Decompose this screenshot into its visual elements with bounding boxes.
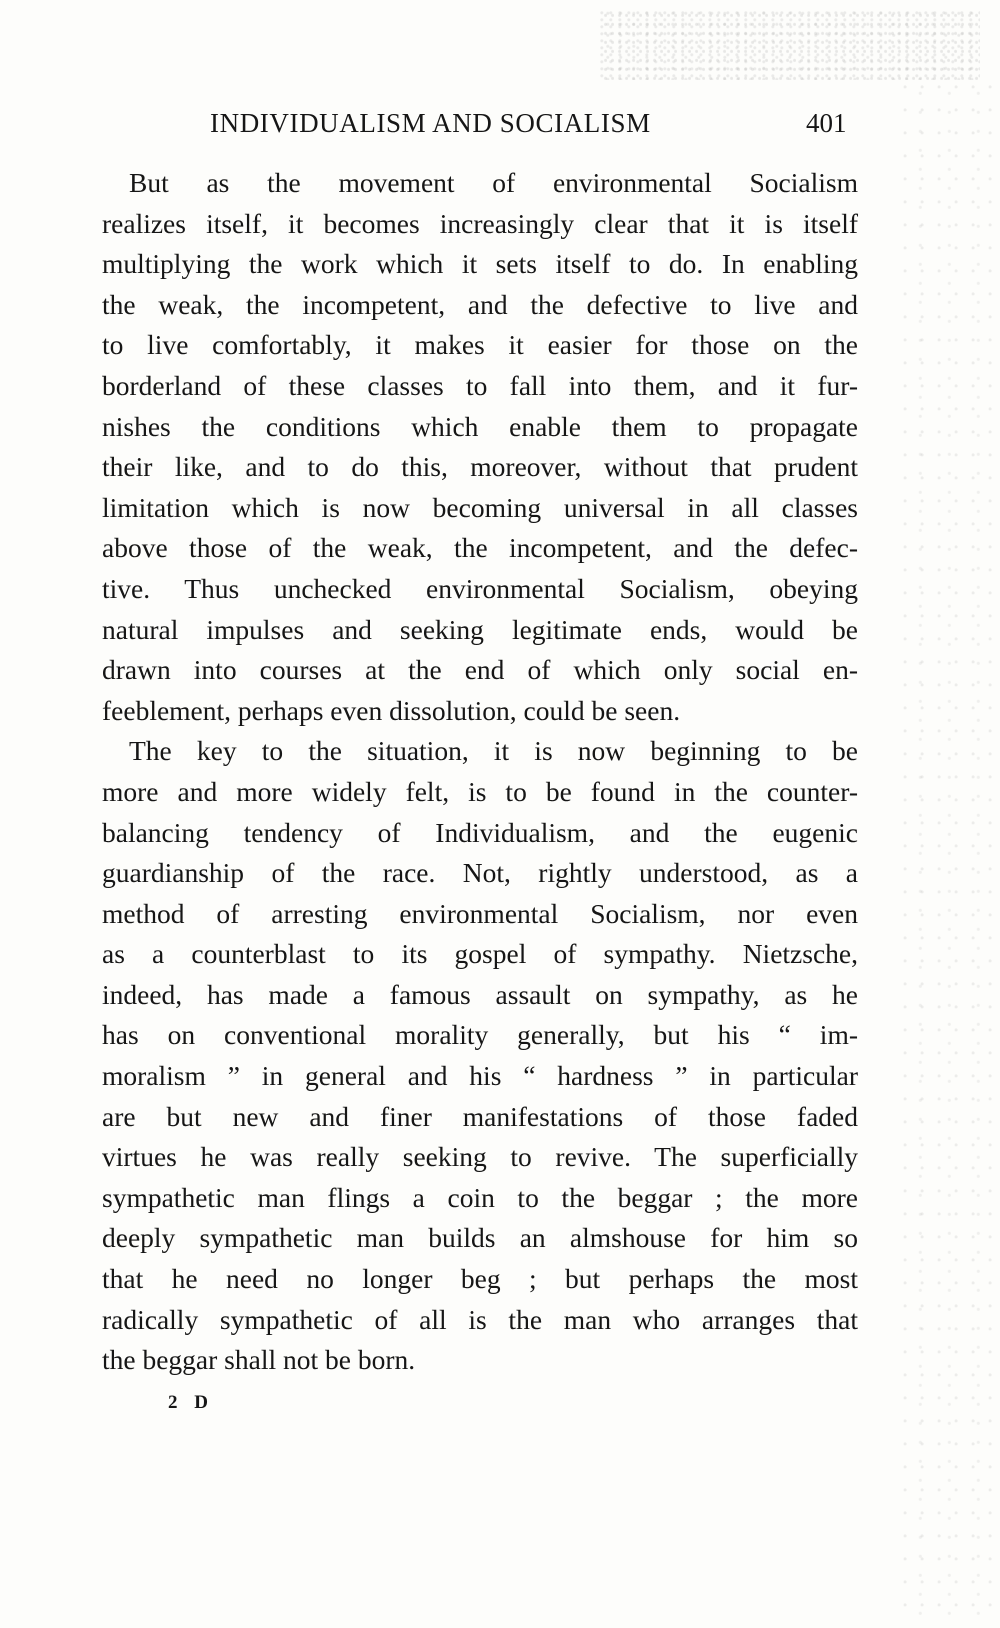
text-line: guardianship of the race. Not, rightly understood, as a <box>102 857 858 889</box>
scan-noise-top <box>600 10 980 80</box>
text-line: radically sympathetic of all is the man who arranges that <box>102 1303 858 1335</box>
text-line: balancing tendency of Individualism, and the eugenic <box>102 816 858 848</box>
text-line: the beggar shall not be born. <box>102 1344 416 1376</box>
page-header <box>0 108 1000 148</box>
paragraph-1 <box>102 163 858 731</box>
text-line: method of arresting environmental Socialism, nor even <box>102 897 858 929</box>
text-line: feeblement, perhaps even dissolution, could be seen. <box>102 694 681 726</box>
text-line: deeply sympathetic man builds an almshouse for him so <box>102 1222 858 1254</box>
text-line: drawn into courses at the end of which only social en- <box>102 654 858 686</box>
text-line: limitation which is now becoming universal in all classes <box>102 491 858 523</box>
running-title: INDIVIDUALISM AND SOCIALISM <box>210 108 651 138</box>
text-line: multiplying the work which it sets itself to do. In enabling <box>102 248 858 280</box>
text-line: above those of the weak, the incompetent, and the defec- <box>102 532 858 564</box>
text-line: But as the movement of environmental Socialism <box>129 167 858 198</box>
text-line: realizes itself, it becomes increasingly clear that it is itself <box>102 207 858 239</box>
page-number: 401 <box>806 108 847 138</box>
text-line: borderland of these classes to fall into them, and it fur- <box>102 369 858 401</box>
text-line: the weak, the incompetent, and the defective to live and <box>102 288 858 320</box>
text-line: nishes the conditions which enable them to propagate <box>102 410 858 442</box>
text-line: indeed, has made a famous assault on sympathy, as he <box>102 978 858 1010</box>
text-line: their like, and to do this, moreover, without that prudent <box>102 451 858 483</box>
text-line: as a counterblast to its gospel of sympathy. Nietzsche, <box>102 938 858 970</box>
text-line: tive. Thus unchecked environmental Socialism, obeying <box>102 572 858 604</box>
text-line: moralism ” in general and his “ hardness ” in particular <box>102 1060 858 1092</box>
text-line: sympathetic man flings a coin to the beggar ; the more <box>102 1181 858 1213</box>
text-line: virtues he was really seeking to revive. The superficially <box>102 1141 858 1173</box>
text-line: has on conventional morality generally, but his “ im- <box>102 1019 858 1051</box>
text-line: The key to the situation, it is now beginning to be <box>129 735 858 767</box>
paragraph-2 <box>102 731 858 1381</box>
signature-mark: 2 D <box>168 1392 214 1413</box>
text-line: to live comfortably, it makes it easier for those on the <box>102 329 858 361</box>
text-line: are but new and finer manifestations of those faded <box>102 1100 858 1132</box>
text-line: natural impulses and seeking legitimate ends, would be <box>102 613 858 645</box>
scan-noise-right-margin <box>900 80 995 1620</box>
body-text <box>102 163 858 1381</box>
text-line: that he need no longer beg ; but perhaps the most <box>102 1263 858 1295</box>
text-line: more and more widely felt, is to be found in the counter- <box>102 775 858 807</box>
